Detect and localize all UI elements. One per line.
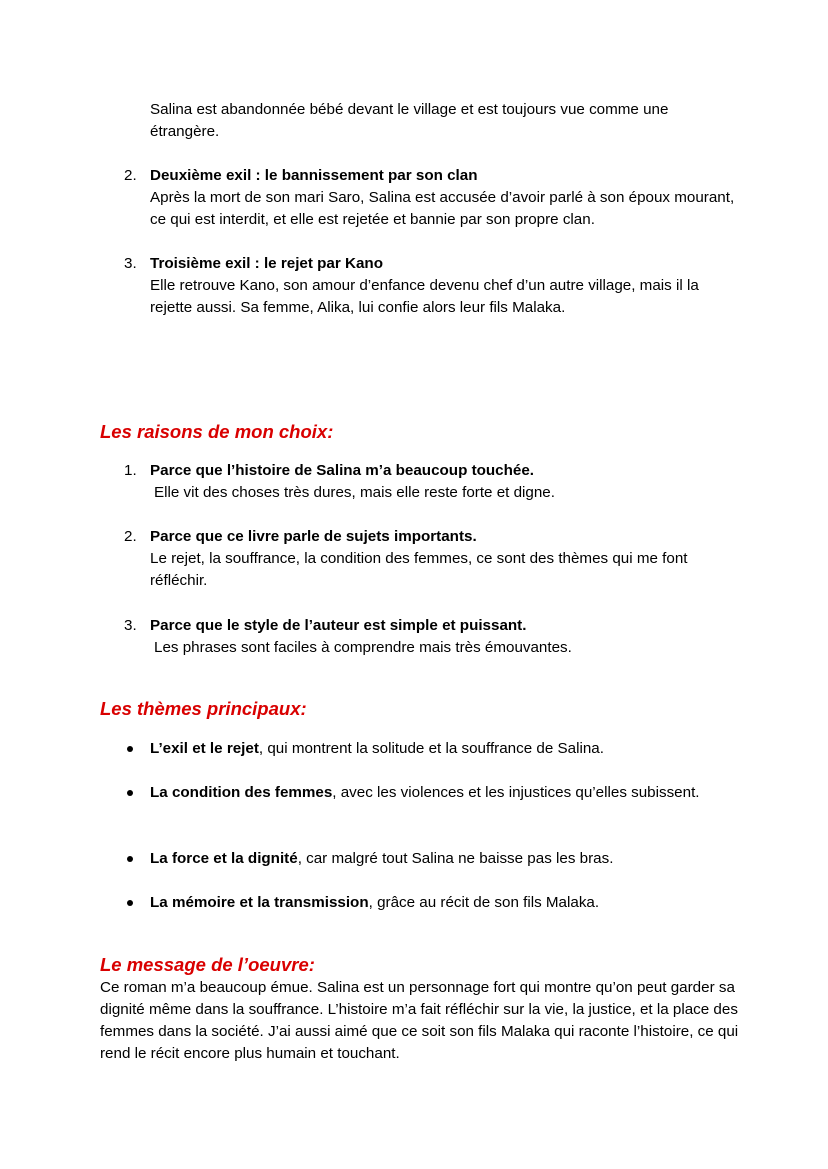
item-title: Parce que l’histoire de Salina m’a beaucoup touchée. [150, 462, 535, 479]
item-text: Les phrases sont faciles à comprendre mais très émouvantes. [154, 639, 572, 656]
theme-rest: , car malgré tout Salina ne baisse pas les bras. [297, 850, 614, 867]
bullet-dot [127, 856, 133, 862]
item-text: Après la mort de son mari Saro, Salina est accusée d’avoir parlé à son époux mourant, ce qui est interdit, et elle est rejetée et bannie par son propre clan. [150, 189, 735, 228]
theme-rest: , grâce au récit de son fils Malaka. [368, 894, 600, 911]
exil-item-2 [100, 165, 740, 231]
theme-item-4 [100, 892, 740, 914]
item-number: 2. [124, 167, 137, 184]
bullet-dot [127, 900, 133, 906]
item-title: Parce que ce livre parle de sujets importants. [150, 528, 477, 545]
theme-item-3 [100, 848, 740, 870]
exil-continuation-text: Salina est abandonnée bébé devant le village et est toujours vue comme une étrangère. [150, 101, 669, 140]
bullet-dot [127, 746, 133, 752]
item-number: 2. [124, 528, 137, 545]
theme-rest: , avec les violences et les injustices qu’elles subissent. [332, 784, 700, 801]
exil-item-3 [100, 253, 740, 319]
item-number: 3. [124, 617, 137, 634]
item-text: Le rejet, la souffrance, la condition des femmes, ce sont des thèmes qui me font réfléchir. [150, 550, 688, 589]
message-text: Ce roman m’a beaucoup émue. Salina est un personnage fort qui montre qu’on peut garder sa dignité même dans la souffrance. L’histoire m’a fait réfléchir sur la vie, la justice, et la place des femmes dans la société. J’ai aussi aimé que ce soit son fils Malaka qui raconte l’histoire, ce qui rend le récit encore plus humain et touchant. [100, 979, 739, 1062]
heading-message: Le message de l’oeuvre: [100, 954, 315, 975]
raison-item-2 [100, 526, 740, 592]
theme-item-2 [100, 782, 740, 804]
theme-bold: L’exil et le rejet [150, 740, 259, 757]
item-text: Elle vit des choses très dures, mais elle reste forte et digne. [154, 484, 555, 501]
heading-raisons: Les raisons de mon choix: [100, 421, 334, 442]
theme-bold: La condition des femmes [150, 784, 333, 801]
theme-item-1 [100, 738, 740, 760]
item-number: 3. [124, 255, 137, 272]
theme-bold: La force et la dignité [150, 850, 298, 867]
bullet-dot [127, 790, 133, 796]
raison-item-1 [100, 460, 740, 504]
item-title: Parce que le style de l’auteur est simple et puissant. [150, 617, 527, 634]
theme-bold: La mémoire et la transmission [150, 894, 369, 911]
theme-rest: , qui montrent la solitude et la souffrance de Salina. [258, 740, 604, 757]
item-title: Deuxième exil : le bannissement par son clan [150, 167, 478, 184]
item-number: 1. [124, 462, 137, 479]
heading-themes: Les thèmes principaux: [100, 698, 307, 719]
raison-item-3 [100, 615, 740, 659]
item-text: Elle retrouve Kano, son amour d’enfance devenu chef d’un autre village, mais il la rejette aussi. Sa femme, Alika, lui confie alors leur fils Malaka. [150, 277, 699, 316]
item-title: Troisième exil : le rejet par Kano [150, 255, 383, 272]
